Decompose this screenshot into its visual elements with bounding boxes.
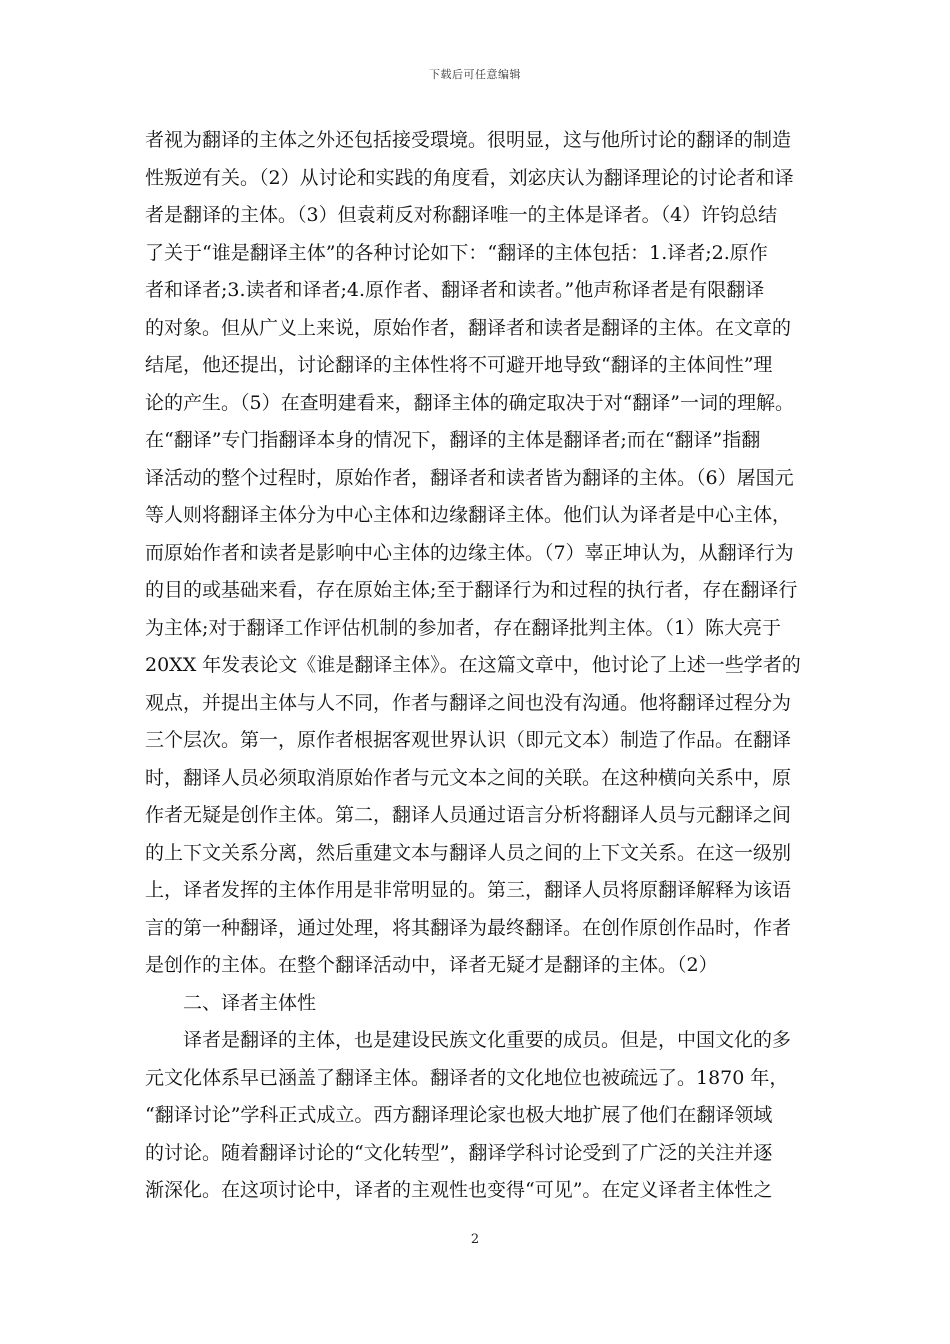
body-line: 论的产生。（5）在查明建看来，翻译主体的确定取决于对“翻译”一词的理解。 [145,391,795,414]
body-line: 而原始作者和读者是影响中心主体的边缘主体。（7）辜正坤认为，从翻译行为 [145,541,794,564]
document-body [145,122,809,1210]
body-line: 作者无疑是创作主体。第二，翻译人员通过语言分析将翻译人员与元翻译之间 [145,804,792,826]
page-number: 2 [470,1232,480,1247]
body-line: 三个层次。第一，原作者根据客观世界认识（即元文本）制造了作品。在翻译 [145,729,792,751]
body-line: 言的第一种翻译，通过处理，将其翻译为最终翻译。在创作原创作品时，作者 [145,916,792,939]
body-line: 为主体;对于翻译工作评估机制的参加者，存在翻译批判主体。（1）陈大亮于 [145,616,781,639]
body-line: 的目的或基础来看，存在原始主体;至于翻译行为和过程的执行者，存在翻译行 [145,579,798,601]
body-line: 等人则将翻译主体分为中心主体和边缘翻译主体。他们认为译者是中心主体， [145,504,792,526]
body-line: 了关于“谁是翻译主体”的各种讨论如下：“翻译的主体包括：1.译者;2.原作 [145,241,768,264]
body-line: 结尾，他还提出，讨论翻译的主体性将不可避开地导致“翻译的主体间性”理 [145,354,773,376]
body-line: 在“翻译”专门指翻译本身的情况下，翻译的主体是翻译者;而在“翻译”指翻 [145,429,761,451]
page-header: 下载后可任意编辑 [429,68,521,81]
section-line: 渐深化。在这项讨论中，译者的主观性也变得“可见”。在定义译者主体性之 [145,1179,773,1201]
body-line: 观点，并提出主体与人不同，作者与翻译之间也没有沟通。他将翻译过程分为 [145,691,792,714]
body-line: 时，翻译人员必须取消原始作者与元文本之间的关联。在这种横向关系中，原 [145,766,792,789]
body-line: 的上下文关系分离，然后重建文本与翻译人员之间的上下文关系。在这一级别 [145,841,792,864]
body-line: 的对象。但从广义上来说，原始作者，翻译者和读者是翻译的主体。在文章的 [145,316,792,339]
section-heading: 二、译者主体性 [183,991,317,1014]
body-line: 是创作的主体。在整个翻译活动中，译者无疑才是翻译的主体。（2） [145,954,718,976]
section-line: “翻译讨论”学科正式成立。西方翻译理论家也极大地扩展了他们在翻译领域 [145,1104,773,1126]
body-line: 性叛逆有关。（2）从讨论和实践的角度看，刘宓庆认为翻译理论的讨论者和译 [145,166,794,189]
body-line: 者和译者;3.读者和译者;4.原作者、翻译者和读者。”他声称译者是有限翻译 [145,279,765,301]
body-line: 译活动的整个过程时，原始作者，翻译者和读者皆为翻译的主体。（6）屠国元 [145,466,794,489]
section-line: 元文化体系早已涵盖了翻译主体。翻译者的文化地位也被疏远了。1870 年， [145,1066,789,1089]
section-line: 的讨论。随着翻译讨论的“文化转型”，翻译学科讨论受到了广泛的关注并逐 [145,1141,773,1164]
body-line: 者是翻译的主体。（3）但袁莉反对称翻译唯一的主体是译者。（4）许钧总结 [145,204,778,226]
section-line: 译者是翻译的主体，也是建设民族文化重要的成员。但是，中国文化的多 [183,1029,792,1051]
body-line: 者视为翻译的主体之外还包括接受環境。很明显，这与他所讨论的翻译的制造 [145,129,792,151]
body-line: 上，译者发挥的主体作用是非常明显的。第三，翻译人员将原翻译解释为该语 [145,879,792,901]
body-line: 20XX 年发表论文《谁是翻译主体》。在这篇文章中，他讨论了上述一些学者的 [145,654,801,676]
